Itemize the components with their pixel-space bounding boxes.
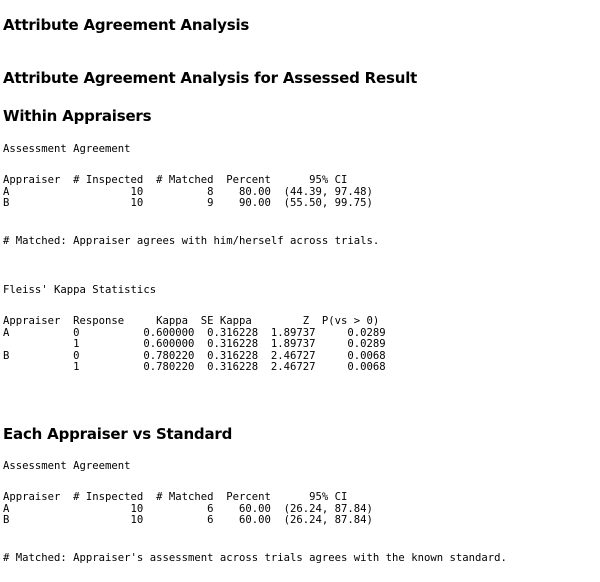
within-appraisers-heading: Within Appraisers xyxy=(3,107,152,125)
vs-standard-table-header: Appraiser # Inspected # Matched Percent 95% CI xyxy=(3,491,348,503)
table-row: B 10 6 60.00 (26.24, 87.84) xyxy=(3,514,373,526)
vs-standard-heading: Each Appraiser vs Standard xyxy=(3,425,233,443)
vs-standard-assessment-label: Assessment Agreement xyxy=(3,460,131,472)
table-row: A 10 8 80.00 (44.39, 97.48) xyxy=(3,186,373,198)
table-row: 1 0.600000 0.316228 1.89737 0.0289 xyxy=(3,338,386,350)
table-row: A 10 6 60.00 (26.24, 87.84) xyxy=(3,503,373,515)
analysis-subtitle: Attribute Agreement Analysis for Assessed Result xyxy=(3,69,418,87)
within-table-header: Appraiser # Inspected # Matched Percent 95% CI xyxy=(3,174,348,186)
table-row: A 0 0.600000 0.316228 1.89737 0.0289 xyxy=(3,327,386,339)
fleiss-kappa-label: Fleiss' Kappa Statistics xyxy=(3,284,157,296)
vs-standard-note: # Matched: Appraiser's assessment across trials agrees with the known standard. xyxy=(3,552,507,564)
table-row: 1 0.780220 0.316228 2.46727 0.0068 xyxy=(3,361,386,373)
page-title: Attribute Agreement Analysis xyxy=(3,16,250,34)
within-assessment-label: Assessment Agreement xyxy=(3,143,131,155)
table-row: B 10 9 90.00 (55.50, 99.75) xyxy=(3,197,373,209)
table-row: B 0 0.780220 0.316228 2.46727 0.0068 xyxy=(3,350,386,362)
within-note: # Matched: Appraiser agrees with him/herself across trials. xyxy=(3,235,380,247)
fleiss-table-header: Appraiser Response Kappa SE Kappa Z P(vs > 0) xyxy=(3,315,380,327)
